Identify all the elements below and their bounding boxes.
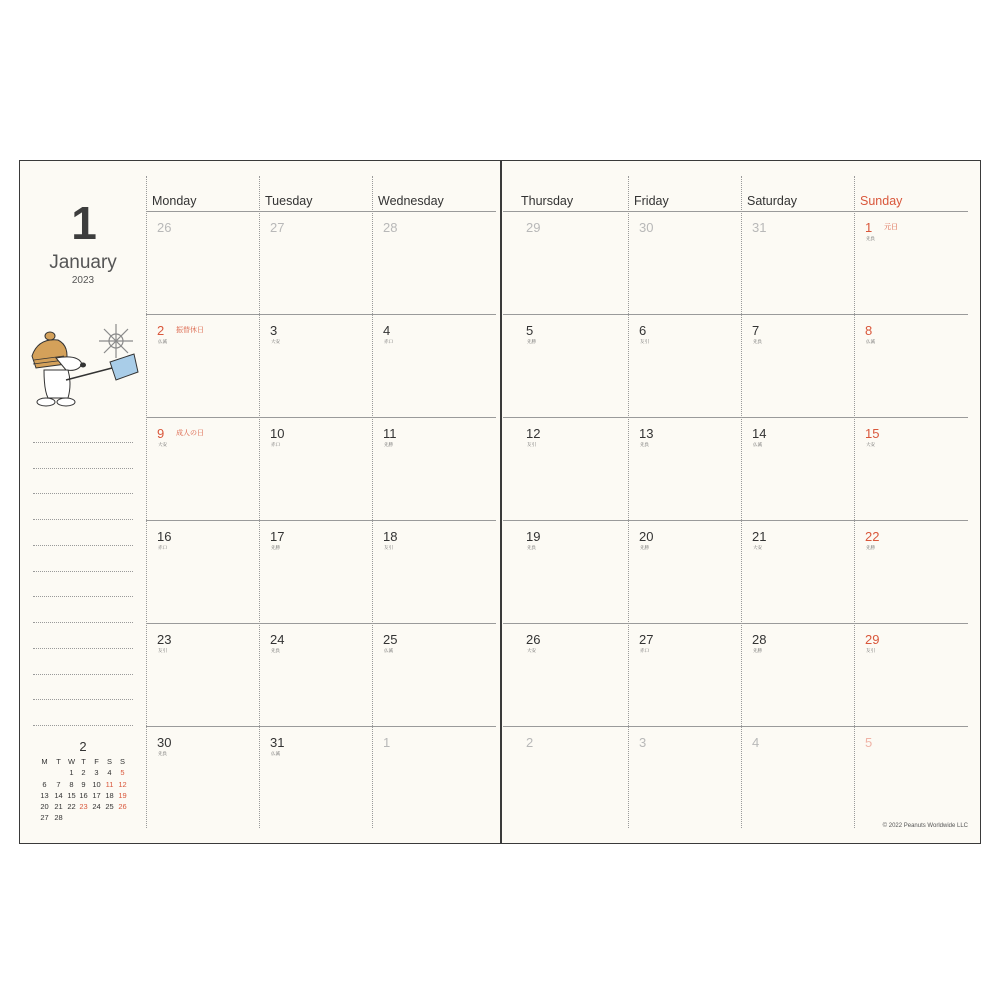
holiday-name: 成人の日 bbox=[176, 430, 204, 437]
rokuyo-label: 大安 bbox=[527, 648, 536, 653]
memo-line bbox=[33, 596, 133, 597]
day-number[interactable]: 25 bbox=[383, 632, 398, 647]
memo-line bbox=[33, 468, 133, 469]
day-number[interactable]: 29 bbox=[526, 220, 541, 235]
rokuyo-label: 仏滅 bbox=[384, 648, 393, 653]
rokuyo-label: 赤口 bbox=[271, 442, 280, 447]
memo-line bbox=[33, 725, 133, 726]
week-divider bbox=[146, 520, 496, 521]
rokuyo-label: 友引 bbox=[384, 545, 393, 550]
day-number[interactable]: 16 bbox=[157, 529, 172, 544]
memo-line bbox=[33, 674, 133, 675]
week-divider bbox=[503, 314, 968, 315]
rokuyo-label: 仏滅 bbox=[753, 442, 762, 447]
rokuyo-label: 赤口 bbox=[640, 648, 649, 653]
column-divider bbox=[628, 176, 629, 828]
mini-calendar-day: 11 bbox=[105, 780, 114, 789]
day-number[interactable]: 27 bbox=[639, 632, 654, 647]
rokuyo-label: 先負 bbox=[640, 442, 649, 447]
memo-line bbox=[33, 699, 133, 700]
rokuyo-label: 友引 bbox=[158, 648, 167, 653]
day-number[interactable]: 5 bbox=[526, 323, 534, 338]
rokuyo-label: 大安 bbox=[753, 545, 762, 550]
rokuyo-label: 友引 bbox=[640, 339, 649, 344]
day-number[interactable]: 20 bbox=[639, 529, 654, 544]
column-divider bbox=[372, 176, 373, 828]
mini-calendar-day: 8 bbox=[69, 780, 74, 789]
day-number[interactable]: 4 bbox=[752, 735, 760, 750]
mini-calendar-day: 26 bbox=[118, 802, 127, 811]
rokuyo-label: 友引 bbox=[866, 648, 875, 653]
day-number[interactable]: 30 bbox=[157, 735, 172, 750]
mini-calendar-day: 22 bbox=[67, 802, 76, 811]
rokuyo-label: 先負 bbox=[527, 545, 536, 550]
mini-calendar-day: 10 bbox=[92, 780, 101, 789]
day-number[interactable]: 27 bbox=[270, 220, 285, 235]
day-number[interactable]: 31 bbox=[270, 735, 285, 750]
column-divider bbox=[259, 176, 260, 828]
mini-calendar-header: T bbox=[56, 757, 61, 766]
month-number: 1 bbox=[71, 197, 97, 249]
rokuyo-label: 先負 bbox=[866, 236, 875, 241]
mini-calendar-day: 20 bbox=[40, 802, 49, 811]
week-divider bbox=[503, 623, 968, 624]
mini-calendar-day: 13 bbox=[40, 791, 49, 800]
mini-calendar-day: 19 bbox=[118, 791, 127, 800]
mini-calendar-header: F bbox=[94, 757, 99, 766]
page-spine bbox=[500, 160, 502, 844]
day-number[interactable]: 2 bbox=[157, 323, 165, 338]
rokuyo-label: 大安 bbox=[271, 339, 280, 344]
mini-calendar-day: 5 bbox=[120, 768, 125, 777]
week-divider bbox=[503, 211, 968, 212]
week-divider bbox=[146, 417, 496, 418]
memo-line bbox=[33, 571, 133, 572]
day-number[interactable]: 28 bbox=[383, 220, 398, 235]
day-number[interactable]: 30 bbox=[639, 220, 654, 235]
holiday-name: 振替休日 bbox=[176, 327, 204, 334]
week-divider bbox=[503, 417, 968, 418]
mini-calendar-day: 25 bbox=[105, 802, 114, 811]
mini-calendar-header: T bbox=[81, 757, 86, 766]
memo-line bbox=[33, 622, 133, 623]
day-number[interactable]: 26 bbox=[526, 632, 541, 647]
day-number[interactable]: 14 bbox=[752, 426, 767, 441]
month-year: 2023 bbox=[71, 275, 95, 286]
week-divider bbox=[503, 520, 968, 521]
mini-calendar-day: 12 bbox=[118, 780, 127, 789]
day-number[interactable]: 13 bbox=[639, 426, 654, 441]
day-number[interactable]: 3 bbox=[639, 735, 647, 750]
mini-calendar-day: 1 bbox=[69, 768, 74, 777]
memo-line bbox=[33, 493, 133, 494]
weekday-label: Saturday bbox=[747, 194, 798, 208]
day-number[interactable]: 15 bbox=[865, 426, 880, 441]
day-number[interactable]: 18 bbox=[383, 529, 398, 544]
column-divider bbox=[854, 176, 855, 828]
mini-calendar-day: 27 bbox=[40, 813, 49, 822]
day-number[interactable]: 21 bbox=[752, 529, 767, 544]
mini-calendar-day: 18 bbox=[105, 791, 114, 800]
day-number[interactable]: 23 bbox=[157, 632, 172, 647]
day-number[interactable]: 17 bbox=[270, 529, 285, 544]
mini-calendar-day: 15 bbox=[67, 791, 76, 800]
day-number[interactable]: 29 bbox=[865, 632, 880, 647]
day-number[interactable]: 24 bbox=[270, 632, 285, 647]
rokuyo-label: 先勝 bbox=[527, 339, 536, 344]
month-name: January bbox=[49, 252, 117, 273]
day-number[interactable]: 6 bbox=[639, 323, 647, 338]
memo-line bbox=[33, 545, 133, 546]
week-divider bbox=[146, 314, 496, 315]
rokuyo-label: 先勝 bbox=[753, 648, 762, 653]
mini-calendar-day: 7 bbox=[56, 780, 61, 789]
mini-calendar-day: 14 bbox=[54, 791, 63, 800]
mini-calendar-day: 23 bbox=[79, 802, 88, 811]
copyright-notice: © 2022 Peanuts Worldwide LLC bbox=[882, 823, 968, 829]
mini-calendar-day: 28 bbox=[54, 813, 63, 822]
weekday-label: Friday bbox=[634, 194, 669, 208]
day-number[interactable]: 4 bbox=[383, 323, 391, 338]
week-divider bbox=[503, 726, 968, 727]
rokuyo-label: 赤口 bbox=[158, 545, 167, 550]
day-number[interactable]: 2 bbox=[526, 735, 534, 750]
rokuyo-label: 大安 bbox=[158, 442, 167, 447]
week-divider bbox=[146, 623, 496, 624]
day-number[interactable]: 8 bbox=[865, 323, 873, 338]
weekday-label: Monday bbox=[152, 194, 197, 208]
rokuyo-label: 先勝 bbox=[384, 442, 393, 447]
day-number[interactable]: 10 bbox=[270, 426, 285, 441]
rokuyo-label: 仏滅 bbox=[271, 751, 280, 756]
day-number[interactable]: 1 bbox=[383, 735, 391, 750]
mini-calendar-header: M bbox=[41, 757, 48, 766]
memo-line bbox=[33, 442, 133, 443]
day-number[interactable]: 7 bbox=[752, 323, 760, 338]
day-number[interactable]: 28 bbox=[752, 632, 767, 647]
day-number[interactable]: 31 bbox=[752, 220, 767, 235]
rokuyo-label: 大安 bbox=[866, 442, 875, 447]
rokuyo-label: 先勝 bbox=[640, 545, 649, 550]
rokuyo-label: 先勝 bbox=[271, 545, 280, 550]
rokuyo-label: 先負 bbox=[158, 751, 167, 756]
snoopy-shovel-illustration bbox=[26, 318, 144, 414]
mini-calendar-day: 21 bbox=[54, 802, 63, 811]
rokuyo-label: 仏滅 bbox=[866, 339, 875, 344]
rokuyo-label: 仏滅 bbox=[158, 339, 167, 344]
column-divider bbox=[741, 176, 742, 828]
day-number[interactable]: 11 bbox=[383, 426, 397, 441]
mini-calendar-day: 24 bbox=[92, 802, 101, 811]
column-divider bbox=[146, 176, 147, 828]
memo-line bbox=[33, 519, 133, 520]
mini-calendar-day: 3 bbox=[94, 768, 99, 777]
mini-calendar-header: W bbox=[67, 757, 76, 766]
mini-calendar-header: S bbox=[106, 757, 112, 766]
day-number[interactable]: 9 bbox=[157, 426, 165, 441]
weekday-label: Sunday bbox=[860, 194, 903, 208]
weekday-label: Wednesday bbox=[378, 194, 444, 208]
day-number[interactable]: 22 bbox=[865, 529, 880, 544]
mini-calendar-day: 16 bbox=[79, 791, 88, 800]
rokuyo-label: 友引 bbox=[527, 442, 536, 447]
weekday-label: Tuesday bbox=[265, 194, 313, 208]
day-number[interactable]: 5 bbox=[865, 735, 873, 750]
day-number[interactable]: 3 bbox=[270, 323, 278, 338]
rokuyo-label: 先負 bbox=[753, 339, 762, 344]
weekday-label: Thursday bbox=[521, 194, 574, 208]
mini-calendar-day: 2 bbox=[81, 768, 86, 777]
rokuyo-label: 先負 bbox=[271, 648, 280, 653]
rokuyo-label: 先勝 bbox=[866, 545, 875, 550]
rokuyo-label: 赤口 bbox=[384, 339, 393, 344]
memo-line bbox=[33, 648, 133, 649]
holiday-name: 元日 bbox=[884, 224, 898, 231]
day-number[interactable]: 19 bbox=[526, 529, 541, 544]
mini-calendar-day: 6 bbox=[42, 780, 47, 789]
week-divider bbox=[146, 726, 496, 727]
mini-calendar-header: S bbox=[119, 757, 125, 766]
day-number[interactable]: 26 bbox=[157, 220, 172, 235]
mini-calendar-day: 9 bbox=[81, 780, 86, 789]
mini-calendar-day: 4 bbox=[107, 768, 112, 777]
mini-calendar-day: 17 bbox=[92, 791, 101, 800]
mini-calendar-title: 2 bbox=[79, 739, 87, 754]
week-divider bbox=[146, 211, 496, 212]
day-number[interactable]: 1 bbox=[865, 220, 873, 235]
day-number[interactable]: 12 bbox=[526, 426, 541, 441]
